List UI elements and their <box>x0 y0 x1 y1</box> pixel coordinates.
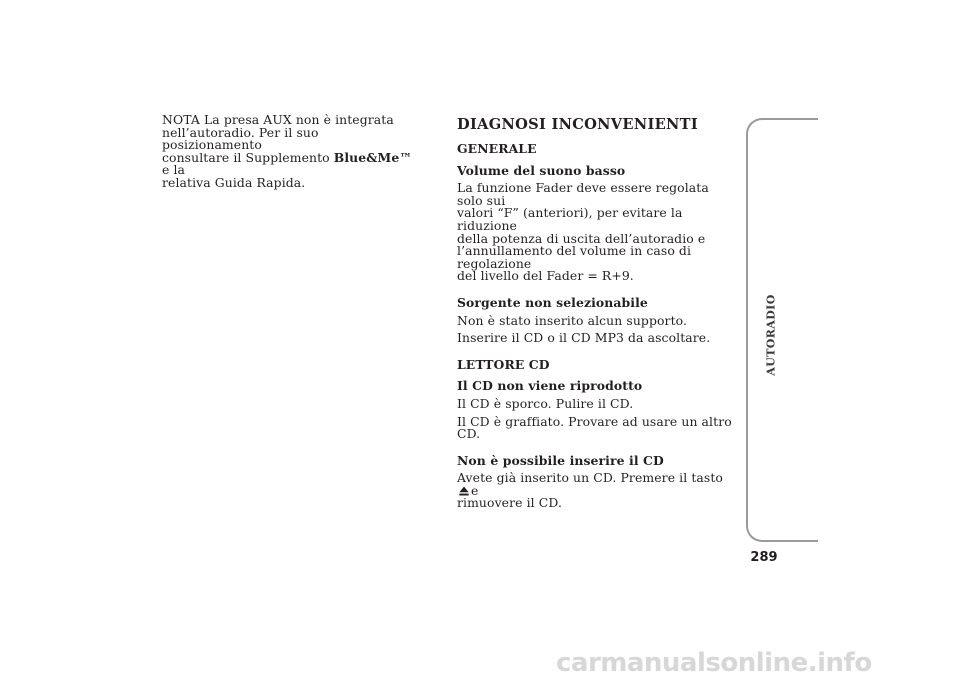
issue-text-source: Non è stato inserito alcun supporto. <box>457 312 688 328</box>
section-title: DIAGNOSI INCONVENIENTI <box>457 116 698 133</box>
issue-text-cd-insert: rimuovere il CD. <box>457 495 562 511</box>
note-block <box>162 114 412 190</box>
page-number: 289 <box>750 550 778 565</box>
note-line: relativa Guida Rapida. <box>162 174 306 190</box>
subsection-title-general: GENERALE <box>457 141 537 156</box>
note-line: consultare il Supplemento Blue&Me™ e la <box>162 149 412 178</box>
issue-text-cd-not-playing: Il CD è graffiato. Provare ad usare un altro CD. <box>457 413 732 442</box>
issue-text-cd-not-playing: Il CD è sporco. Pulire il CD. <box>457 395 634 411</box>
issue-text-cd-insert: Avete già inserito un CD. Premere il tastoe <box>457 470 723 498</box>
watermark-logo: carmanualsonline.info <box>556 648 872 678</box>
troubleshooting-section <box>457 117 732 510</box>
issue-text-source: Inserire il CD o il CD MP3 da ascoltare. <box>457 330 711 346</box>
chapter-tab <box>746 118 818 542</box>
issue-text-low-volume: La funzione Fader deve essere regolata solo sui valori “F” (anteriori), per evitare la riduzione della potenza di uscita dell’autoradio e l’annullamento del volume in caso di regolazione del livello del Fader = R+9. <box>457 180 709 284</box>
issue-heading-cd-insert: Non è possibile inserire il CD <box>457 452 664 468</box>
note-line: nell’autoradio. Per il suo posizionamento <box>162 124 319 153</box>
subsection-title-cd: LETTORE CD <box>457 356 550 372</box>
eject-icon <box>459 486 469 496</box>
bluetooth-product-name: Blue&Me™ <box>333 149 412 165</box>
note-line: NOTA La presa AUX non è integrata <box>162 112 394 127</box>
chapter-label: AUTORADIO <box>764 294 778 376</box>
issue-heading-cd-not-playing: Il CD non viene riprodotto <box>457 378 643 394</box>
issue-heading-low-volume: Volume del suono basso <box>457 162 626 178</box>
issue-heading-source: Sorgente non selezionabile <box>457 294 648 310</box>
